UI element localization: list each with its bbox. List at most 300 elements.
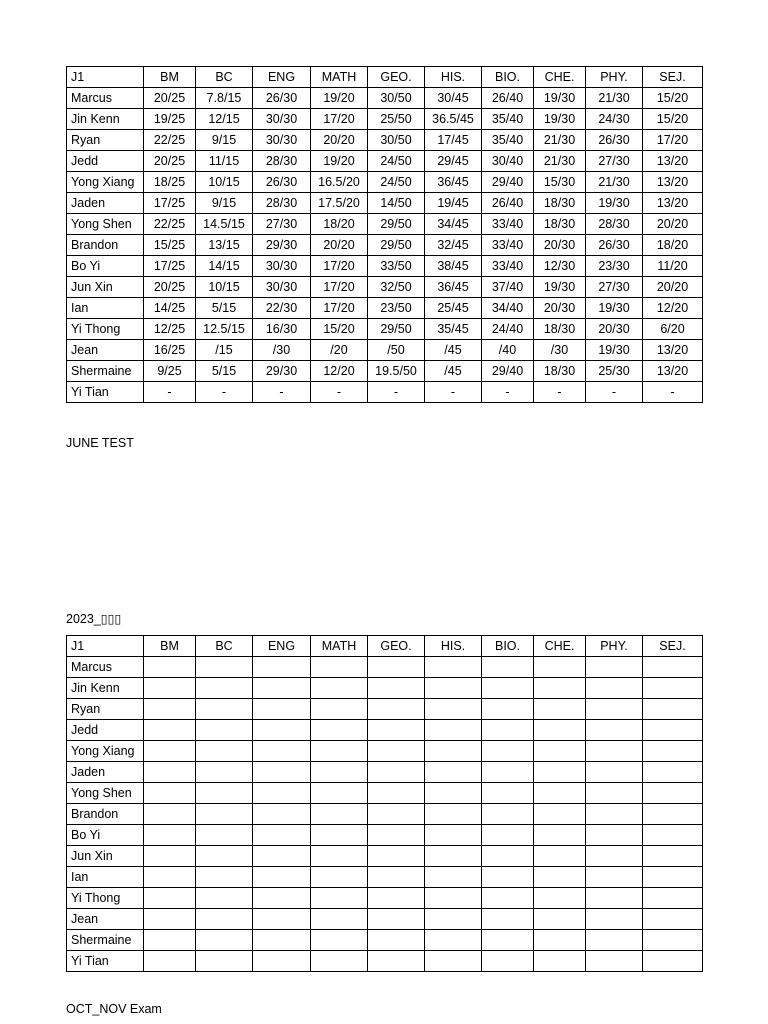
column-header: GEO. [368, 636, 425, 657]
table-row [67, 256, 703, 277]
score-cell: 10/15 [196, 277, 253, 298]
empty-score-cell [368, 867, 425, 888]
empty-score-cell [311, 825, 368, 846]
empty-score-cell [425, 888, 482, 909]
student-name: Yong Shen [67, 783, 144, 804]
empty-score-cell [425, 951, 482, 972]
score-cell: 25/45 [425, 298, 482, 319]
empty-score-cell [534, 699, 586, 720]
score-cell: 25/30 [586, 361, 643, 382]
empty-score-cell [253, 951, 311, 972]
table-row [67, 382, 703, 403]
score-cell: 37/40 [482, 277, 534, 298]
table-row [67, 846, 703, 867]
score-cell: 30/30 [253, 109, 311, 130]
score-cell: 34/45 [425, 214, 482, 235]
column-header: J1 [67, 67, 144, 88]
score-cell: 19/30 [586, 193, 643, 214]
score-cell: 35/40 [482, 130, 534, 151]
column-header: MATH [311, 67, 368, 88]
score-cell: - [311, 382, 368, 403]
empty-score-cell [643, 909, 703, 930]
empty-score-cell [534, 720, 586, 741]
empty-score-cell [643, 783, 703, 804]
table-row [67, 214, 703, 235]
score-cell: /30 [534, 340, 586, 361]
empty-score-cell [482, 888, 534, 909]
score-cell: 18/20 [643, 235, 703, 256]
student-name: Yi Thong [67, 888, 144, 909]
score-cell: 12/25 [144, 319, 196, 340]
column-header: PHY. [586, 636, 643, 657]
table-row [67, 867, 703, 888]
student-name: Ian [67, 867, 144, 888]
empty-score-cell [196, 930, 253, 951]
column-header: GEO. [368, 67, 425, 88]
score-cell: 20/20 [643, 214, 703, 235]
table-row [67, 88, 703, 109]
empty-score-cell [586, 783, 643, 804]
empty-score-cell [253, 741, 311, 762]
score-cell: 10/15 [196, 172, 253, 193]
empty-score-cell [425, 804, 482, 825]
student-name: Shermaine [67, 361, 144, 382]
empty-score-cell [253, 720, 311, 741]
column-header: BM [144, 67, 196, 88]
student-name: Jin Kenn [67, 109, 144, 130]
student-name: Marcus [67, 657, 144, 678]
score-cell: 26/30 [586, 235, 643, 256]
score-cell: 26/30 [253, 172, 311, 193]
score-cell: 17/25 [144, 256, 196, 277]
score-cell: 24/40 [482, 319, 534, 340]
score-cell: 19/25 [144, 109, 196, 130]
score-cell: 20/30 [586, 319, 643, 340]
empty-score-cell [534, 762, 586, 783]
empty-score-cell [534, 951, 586, 972]
score-cell: 20/30 [534, 298, 586, 319]
empty-score-cell [586, 888, 643, 909]
student-name: Jedd [67, 720, 144, 741]
score-cell: /45 [425, 361, 482, 382]
score-cell: 32/45 [425, 235, 482, 256]
table-row [67, 657, 703, 678]
empty-score-cell [368, 909, 425, 930]
empty-score-cell [196, 657, 253, 678]
student-name: Yi Tian [67, 951, 144, 972]
score-cell: 29/30 [253, 361, 311, 382]
oct-nov-exam-caption: OCT_NOV Exam [66, 1002, 162, 1016]
score-cell: 29/50 [368, 319, 425, 340]
score-cell: 23/50 [368, 298, 425, 319]
empty-score-cell [482, 657, 534, 678]
empty-score-cell [196, 699, 253, 720]
table-row [67, 277, 703, 298]
student-name: Ian [67, 298, 144, 319]
score-cell: /50 [368, 340, 425, 361]
score-cell: /30 [253, 340, 311, 361]
empty-score-cell [311, 678, 368, 699]
student-name: Ryan [67, 130, 144, 151]
empty-score-cell [253, 846, 311, 867]
empty-score-cell [196, 888, 253, 909]
score-cell: - [643, 382, 703, 403]
student-name: Yi Tian [67, 382, 144, 403]
score-cell: 13/20 [643, 151, 703, 172]
score-cell: - [196, 382, 253, 403]
empty-score-cell [311, 720, 368, 741]
score-cell: 21/30 [586, 172, 643, 193]
score-cell: 33/40 [482, 214, 534, 235]
empty-score-cell [368, 657, 425, 678]
score-cell: 16/30 [253, 319, 311, 340]
score-cell: 29/50 [368, 214, 425, 235]
empty-score-cell [368, 720, 425, 741]
score-cell: 12/20 [643, 298, 703, 319]
empty-score-cell [196, 678, 253, 699]
score-cell: 9/15 [196, 193, 253, 214]
empty-score-cell [253, 867, 311, 888]
score-cell: 19/20 [311, 88, 368, 109]
empty-score-cell [425, 825, 482, 846]
empty-score-cell [144, 951, 196, 972]
student-name: Bo Yi [67, 825, 144, 846]
score-cell: 13/15 [196, 235, 253, 256]
score-cell: - [586, 382, 643, 403]
score-cell: 19/30 [534, 88, 586, 109]
empty-score-cell [425, 762, 482, 783]
empty-score-cell [482, 909, 534, 930]
empty-score-cell [311, 930, 368, 951]
empty-score-cell [534, 657, 586, 678]
score-cell: 33/40 [482, 256, 534, 277]
empty-score-cell [482, 930, 534, 951]
table-row [67, 361, 703, 382]
empty-score-cell [144, 657, 196, 678]
score-cell: 20/20 [311, 130, 368, 151]
score-cell: 25/50 [368, 109, 425, 130]
score-cell: 26/40 [482, 193, 534, 214]
empty-score-cell [311, 867, 368, 888]
table-row [67, 130, 703, 151]
score-cell: 18/30 [534, 193, 586, 214]
score-cell: 5/15 [196, 361, 253, 382]
empty-score-cell [311, 804, 368, 825]
column-header: ENG [253, 636, 311, 657]
score-cell: 19.5/50 [368, 361, 425, 382]
student-name: Ryan [67, 699, 144, 720]
score-cell: 22/25 [144, 214, 196, 235]
empty-score-cell [311, 846, 368, 867]
empty-score-cell [482, 741, 534, 762]
student-name: Yong Xiang [67, 741, 144, 762]
table-row [67, 762, 703, 783]
empty-score-cell [311, 699, 368, 720]
empty-score-cell [586, 678, 643, 699]
score-cell: 15/25 [144, 235, 196, 256]
score-cell: 24/30 [586, 109, 643, 130]
empty-score-cell [196, 867, 253, 888]
empty-score-cell [368, 846, 425, 867]
empty-score-cell [196, 783, 253, 804]
empty-score-cell [196, 720, 253, 741]
score-cell: 12/20 [311, 361, 368, 382]
score-cell: 13/20 [643, 193, 703, 214]
empty-score-cell [586, 720, 643, 741]
score-cell: 29/50 [368, 235, 425, 256]
empty-score-cell [534, 888, 586, 909]
table-row [67, 888, 703, 909]
june-test-caption: JUNE TEST [66, 436, 134, 450]
score-cell: 29/30 [253, 235, 311, 256]
score-cell: 20/30 [534, 235, 586, 256]
student-name: Bo Yi [67, 256, 144, 277]
score-cell: 16.5/20 [311, 172, 368, 193]
empty-score-cell [368, 699, 425, 720]
empty-score-cell [196, 951, 253, 972]
score-cell: 17/25 [144, 193, 196, 214]
empty-score-cell [534, 867, 586, 888]
empty-score-cell [425, 846, 482, 867]
june-test-table [66, 66, 703, 403]
score-cell: 13/20 [643, 361, 703, 382]
empty-score-cell [311, 657, 368, 678]
empty-score-cell [643, 888, 703, 909]
score-cell: 17/45 [425, 130, 482, 151]
empty-score-cell [534, 930, 586, 951]
column-header: ENG [253, 67, 311, 88]
student-name: Yong Xiang [67, 172, 144, 193]
score-cell: 14/15 [196, 256, 253, 277]
score-cell: 27/30 [586, 277, 643, 298]
column-header: HIS. [425, 67, 482, 88]
table-row [67, 909, 703, 930]
column-header: J1 [67, 636, 144, 657]
score-cell: 21/30 [534, 130, 586, 151]
score-cell: 29/40 [482, 172, 534, 193]
score-cell: 36.5/45 [425, 109, 482, 130]
empty-score-cell [482, 951, 534, 972]
score-cell: 15/20 [643, 109, 703, 130]
score-cell: 23/30 [586, 256, 643, 277]
score-cell: 12/30 [534, 256, 586, 277]
empty-score-cell [144, 867, 196, 888]
column-header: BM [144, 636, 196, 657]
table-row [67, 741, 703, 762]
score-cell: 26/30 [586, 130, 643, 151]
empty-score-cell [253, 762, 311, 783]
empty-score-cell [425, 783, 482, 804]
empty-score-cell [253, 888, 311, 909]
score-cell: 28/30 [586, 214, 643, 235]
score-cell: 18/20 [311, 214, 368, 235]
empty-score-cell [425, 720, 482, 741]
empty-score-cell [643, 846, 703, 867]
student-name: Jean [67, 340, 144, 361]
empty-score-cell [534, 909, 586, 930]
empty-score-cell [643, 867, 703, 888]
student-name: Marcus [67, 88, 144, 109]
empty-score-cell [144, 699, 196, 720]
score-cell: - [144, 382, 196, 403]
empty-score-cell [368, 762, 425, 783]
score-cell: 11/15 [196, 151, 253, 172]
score-cell: 36/45 [425, 172, 482, 193]
empty-score-cell [482, 867, 534, 888]
score-cell: 30/50 [368, 88, 425, 109]
empty-score-cell [196, 825, 253, 846]
empty-score-cell [196, 804, 253, 825]
score-cell: 17/20 [311, 277, 368, 298]
score-cell: 21/30 [534, 151, 586, 172]
empty-score-cell [586, 951, 643, 972]
score-cell: 20/25 [144, 277, 196, 298]
empty-score-cell [368, 741, 425, 762]
score-cell: 19/30 [586, 298, 643, 319]
score-cell: - [482, 382, 534, 403]
column-header: SEJ. [643, 67, 703, 88]
score-cell: 15/30 [534, 172, 586, 193]
empty-score-cell [586, 741, 643, 762]
column-header: BC [196, 67, 253, 88]
empty-score-cell [482, 762, 534, 783]
empty-score-cell [586, 699, 643, 720]
score-cell: 38/45 [425, 256, 482, 277]
student-name: Jean [67, 909, 144, 930]
score-cell: 28/30 [253, 193, 311, 214]
empty-score-cell [425, 867, 482, 888]
score-cell: 17/20 [643, 130, 703, 151]
empty-score-cell [368, 783, 425, 804]
student-name: Yi Thong [67, 319, 144, 340]
score-cell: 20/25 [144, 88, 196, 109]
student-name: Jedd [67, 151, 144, 172]
empty-score-cell [482, 678, 534, 699]
empty-score-cell [643, 741, 703, 762]
student-name: Jaden [67, 193, 144, 214]
empty-score-cell [425, 741, 482, 762]
empty-score-cell [643, 657, 703, 678]
empty-score-cell [144, 804, 196, 825]
score-cell: 26/40 [482, 88, 534, 109]
score-cell: 30/45 [425, 88, 482, 109]
score-cell: 18/30 [534, 319, 586, 340]
empty-score-cell [534, 825, 586, 846]
empty-score-cell [586, 909, 643, 930]
score-cell: 14.5/15 [196, 214, 253, 235]
empty-score-cell [482, 783, 534, 804]
table-row [67, 235, 703, 256]
score-cell: 24/50 [368, 151, 425, 172]
score-cell: 30/30 [253, 130, 311, 151]
score-cell: 30/30 [253, 277, 311, 298]
empty-score-cell [311, 888, 368, 909]
column-header: MATH [311, 636, 368, 657]
empty-score-cell [482, 804, 534, 825]
score-cell: 35/45 [425, 319, 482, 340]
student-name: Jaden [67, 762, 144, 783]
score-cell: 6/20 [643, 319, 703, 340]
table-row [67, 340, 703, 361]
empty-score-cell [586, 804, 643, 825]
empty-score-cell [196, 762, 253, 783]
score-cell: 27/30 [253, 214, 311, 235]
empty-score-cell [534, 804, 586, 825]
empty-score-cell [196, 741, 253, 762]
year-heading: 2023_▯▯▯ [66, 612, 122, 626]
score-cell: 16/25 [144, 340, 196, 361]
score-cell: 17/20 [311, 109, 368, 130]
empty-score-cell [586, 762, 643, 783]
empty-score-cell [253, 657, 311, 678]
score-cell: 20/25 [144, 151, 196, 172]
table-row [67, 825, 703, 846]
score-cell: 20/20 [643, 277, 703, 298]
empty-score-cell [253, 783, 311, 804]
student-name: Brandon [67, 235, 144, 256]
score-cell: 19/45 [425, 193, 482, 214]
table-row [67, 699, 703, 720]
empty-score-cell [425, 657, 482, 678]
empty-score-cell [253, 804, 311, 825]
empty-score-cell [643, 825, 703, 846]
empty-score-cell [425, 909, 482, 930]
empty-score-cell [311, 741, 368, 762]
empty-score-cell [425, 699, 482, 720]
score-cell: 33/40 [482, 235, 534, 256]
score-cell: 20/20 [311, 235, 368, 256]
column-header: SEJ. [643, 636, 703, 657]
empty-score-cell [482, 699, 534, 720]
score-cell: 28/30 [253, 151, 311, 172]
score-cell: 18/25 [144, 172, 196, 193]
empty-score-cell [368, 825, 425, 846]
score-cell: - [534, 382, 586, 403]
empty-score-cell [144, 762, 196, 783]
score-cell: 14/25 [144, 298, 196, 319]
empty-score-cell [425, 678, 482, 699]
table-row [67, 298, 703, 319]
empty-score-cell [643, 804, 703, 825]
score-cell: /15 [196, 340, 253, 361]
empty-score-cell [586, 657, 643, 678]
score-cell: 7.8/15 [196, 88, 253, 109]
score-cell: /20 [311, 340, 368, 361]
column-header: BIO. [482, 636, 534, 657]
table-row [67, 109, 703, 130]
score-cell: 13/20 [643, 340, 703, 361]
student-name: Jun Xin [67, 277, 144, 298]
empty-score-cell [253, 825, 311, 846]
score-cell: 35/40 [482, 109, 534, 130]
empty-score-cell [534, 678, 586, 699]
table-row [67, 319, 703, 340]
empty-score-cell [534, 846, 586, 867]
column-header: CHE. [534, 636, 586, 657]
empty-score-cell [643, 678, 703, 699]
table-row [67, 678, 703, 699]
score-cell: 36/45 [425, 277, 482, 298]
empty-score-cell [144, 909, 196, 930]
empty-score-cell [144, 846, 196, 867]
empty-score-cell [586, 825, 643, 846]
empty-score-cell [368, 930, 425, 951]
empty-score-cell [368, 951, 425, 972]
table-row [67, 720, 703, 741]
table-row [67, 951, 703, 972]
table-row [67, 172, 703, 193]
score-cell: 12/15 [196, 109, 253, 130]
